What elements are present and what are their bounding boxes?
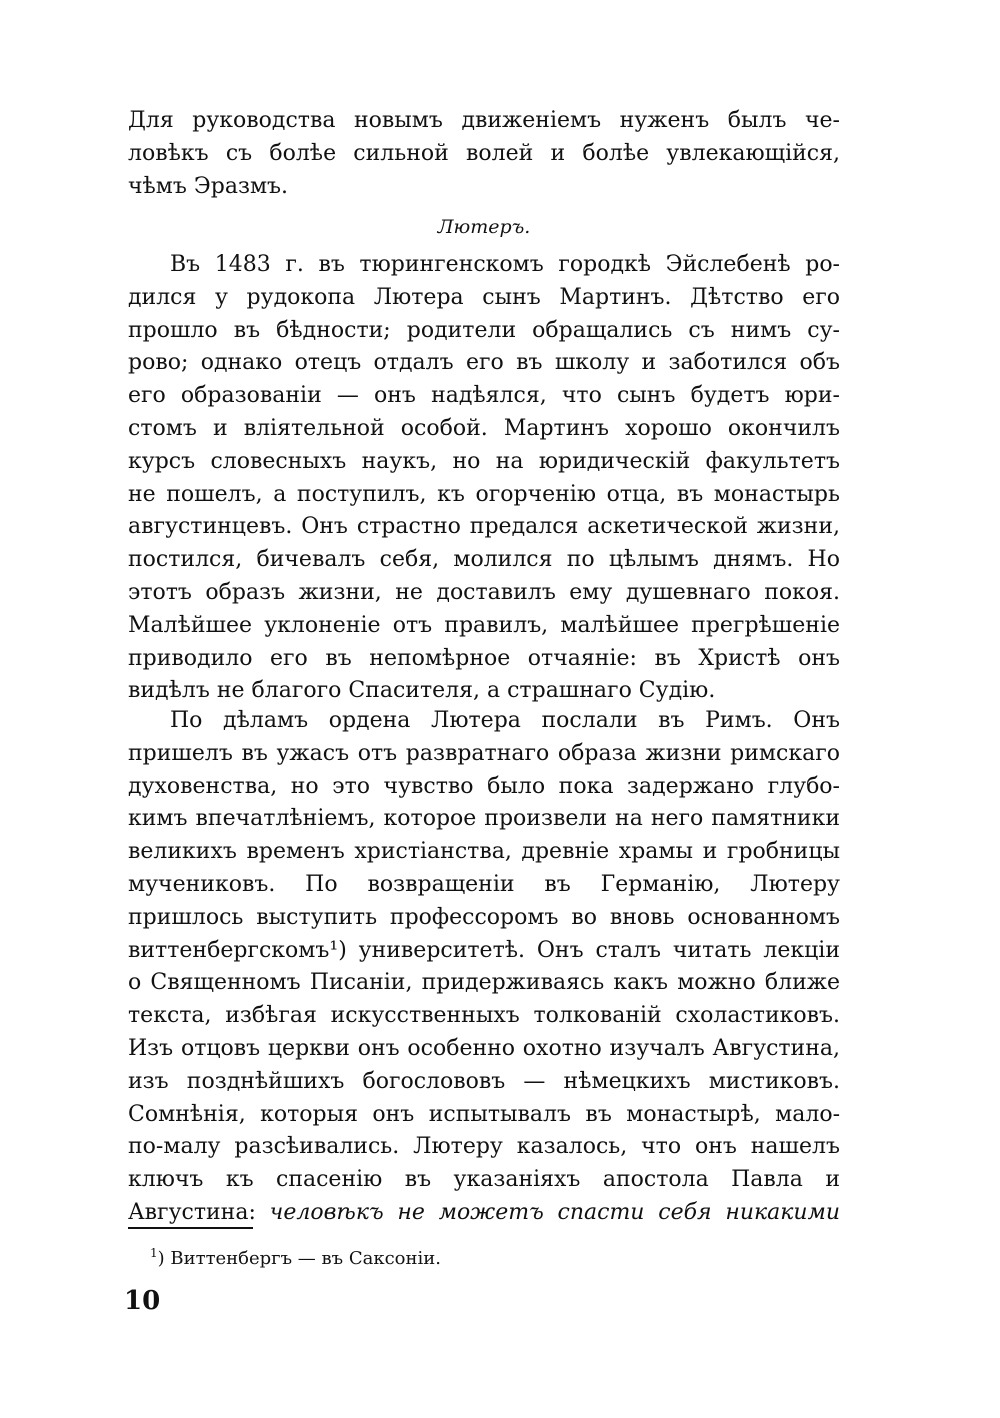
- text-line: пришелъ въ ужасъ отъ развратнаго образа жизни римскаго: [128, 740, 840, 766]
- text-plain-part: Августина:: [128, 1199, 270, 1225]
- intro-paragraph: [128, 105, 840, 203]
- text-line: постился, бичевалъ себя, молился по цѣлымъ днямъ. Но: [128, 547, 840, 573]
- text-line: приводило его въ непомѣрное отчаянiе: въ Христѣ онъ: [128, 645, 840, 671]
- text-line-mixed: [128, 1197, 840, 1230]
- text-line: Въ 1483 г. въ тюрингенскомъ городкѣ Эйслебенѣ ро-: [170, 252, 840, 277]
- text-line: прошло въ бѣдности; родители обращались съ нимъ су-: [128, 317, 840, 343]
- text-line: рово; однако отецъ отдалъ его въ школу и заботился объ: [128, 350, 840, 376]
- text-line: дился у рудокопа Лютера сынъ Мартинъ. Дѣтство его: [128, 284, 840, 310]
- text-line: ловѣкъ съ болѣе сильной волей и болѣе увлекающiйся,: [128, 140, 840, 166]
- text-line: По дѣламъ ордена Лютера послали въ Римъ. Онъ: [170, 708, 840, 733]
- text-line: изъ позднѣйшихъ богослововъ — нѣмецкихъ мистиковъ.: [128, 1068, 840, 1094]
- text-line: августинцевъ. Онъ страстно предался аскетической жизни,: [128, 514, 840, 540]
- text-line: текста, избѣгая искусственныхъ толкованiй схоластиковъ.: [128, 1003, 840, 1029]
- text-line: виттенбергскомъ¹) университетѣ. Онъ сталъ читать лекцiи: [128, 937, 840, 963]
- text-line: видѣлъ не благого Спасителя, а страшнаго Судiю.: [128, 678, 716, 704]
- text-line: ключъ къ спасенiю въ указанiяхъ апостола Павла и: [128, 1167, 840, 1193]
- text-line: не пошелъ, а поступилъ, къ огорченiю отца, въ монастырь: [128, 481, 840, 507]
- footnote-text: ) Виттенбергъ — въ Саксонiи.: [157, 1248, 441, 1269]
- text-line: Изъ отцовъ церкви онъ особенно охотно изучалъ Августина,: [128, 1035, 840, 1061]
- text-line: великихъ временъ христiанства, древнiе храмы и гробницы: [128, 839, 840, 865]
- text-line: пришлось выступить профессоромъ во вновь основанномъ: [128, 904, 840, 930]
- text-line: чѣмъ Эразмъ.: [128, 173, 289, 199]
- text-line: по-малу разсѣивались. Лютеру казалось, что онъ нашелъ: [128, 1134, 840, 1160]
- paragraph-luther-youth: [128, 249, 840, 708]
- text-line: курсъ словесныхъ наукъ, но на юридическiй факультетъ: [128, 448, 840, 474]
- footnote-divider: [128, 1227, 253, 1229]
- text-italic-part: человѣкъ не можетъ спасти себя никакими: [269, 1199, 840, 1225]
- text-line: Малѣйшее уклоненiе отъ правилъ, малѣйшее прегрѣшенiе: [128, 612, 840, 638]
- text-line: Сомнѣнiя, которыя онъ испытывалъ въ монастырѣ, мало-: [128, 1101, 840, 1127]
- text-line: о Священномъ Писанiи, придерживаясь какъ можно ближе: [128, 970, 840, 996]
- text-line: Для руководства новымъ движенiемъ нуженъ былъ че-: [128, 108, 840, 133]
- page-number: 10: [124, 1286, 161, 1316]
- footnote-marker: 1: [150, 1246, 158, 1260]
- footnote: [150, 1240, 441, 1272]
- paragraph-luther-rome: [128, 705, 840, 1230]
- text-line: мучениковъ. По возвращенiи въ Германiю, Лютеру: [128, 871, 840, 897]
- text-line: духовенства, но это чувство было пока задержано глубо-: [128, 773, 840, 799]
- text-line: кимъ впечатлѣнiемъ, которое произвели на него памятники: [128, 806, 840, 832]
- text-line: стомъ и влiятельной особой. Мартинъ хорошо окончилъ: [128, 415, 840, 441]
- text-line: его образованiи — онъ надѣялся, что сынъ будетъ юри-: [128, 383, 840, 409]
- section-heading: Лютеръ.: [437, 216, 531, 238]
- text-line: этотъ образъ жизни, не доставилъ ему душевнаго покоя.: [128, 579, 840, 605]
